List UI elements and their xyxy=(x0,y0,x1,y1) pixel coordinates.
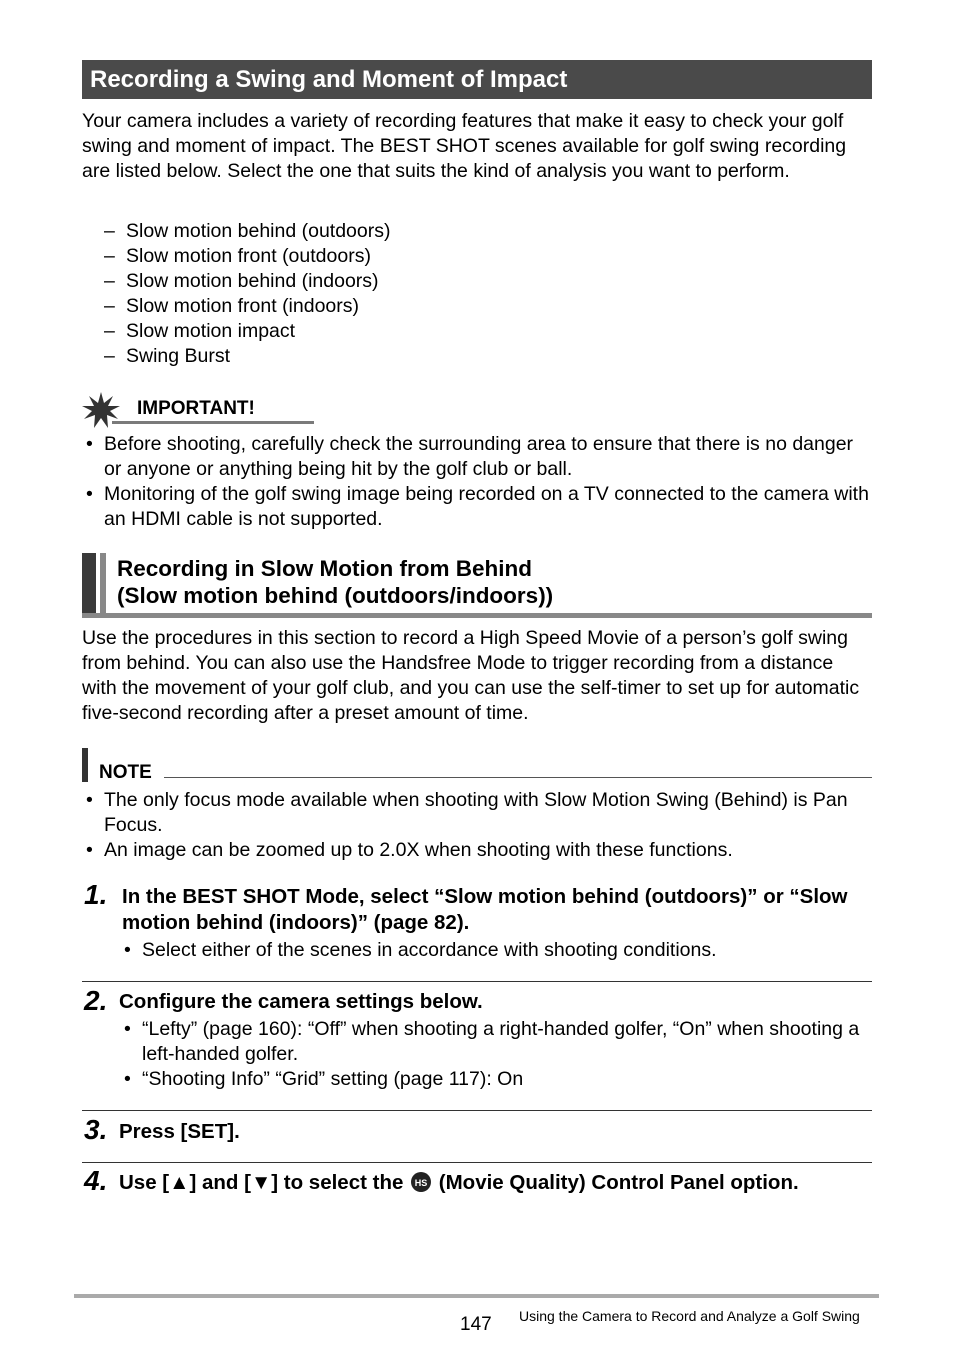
svg-text:HS: HS xyxy=(414,1178,428,1188)
heading-rule xyxy=(82,613,872,618)
list-item: – Slow motion front (indoors) xyxy=(104,295,360,317)
up-arrow-icon: ▲ xyxy=(169,1171,190,1194)
subsection-paragraph: Use the procedures in this section to record a High Speed Movie of a person’s golf swing from behind. You can also use the Handsfree Mode to trigger recording from a distance with the movement of your golf club, and you can use the self-timer to set up for automatic five-second recording after a preset amount of time. xyxy=(82,627,860,724)
subsection-title-line1: Recording in Slow Motion from Behind xyxy=(117,556,532,581)
note-label: NOTE xyxy=(99,762,152,783)
step-2-list xyxy=(120,1017,872,1092)
step-number: 3. xyxy=(84,1114,108,1145)
section-title: Recording a Swing and Moment of Impact xyxy=(82,60,872,99)
scene-list xyxy=(104,219,390,369)
list-item: – Slow motion front (outdoors) xyxy=(104,245,371,267)
note-rule xyxy=(164,777,872,778)
subsection-title-line2: (Slow motion behind (outdoors/indoors)) xyxy=(117,583,554,608)
important-label: IMPORTANT! xyxy=(137,398,255,419)
intro-paragraph: Your camera includes a variety of recording features that make it easy to check your golf swing and moment of impact. The BEST SHOT scenes available for golf swing recording are listed below. Select the one that suits the kind of analysis you want to perform. xyxy=(82,110,847,182)
list-item: – Slow motion behind (indoors) xyxy=(104,270,379,292)
step-number: 1. xyxy=(84,879,108,910)
list-item: • The only focus mode available when shooting with Slow Motion Swing (Behind) is Pan Focus. xyxy=(86,789,848,836)
list-item: • “Lefty” (page 160): “Off” when shooting a right-handed golfer, “On” when shooting a left-handed golfer. xyxy=(124,1018,860,1065)
important-list xyxy=(82,432,872,532)
note-heading xyxy=(82,748,872,784)
list-item: • Monitoring of the golf swing image being recorded on a TV connected to the camera with an HDMI cable is not supported. xyxy=(86,483,869,530)
note-bar xyxy=(82,748,88,782)
page-number: 147 xyxy=(460,1314,492,1335)
heading-bar xyxy=(100,553,106,613)
heading-bar xyxy=(82,553,96,613)
note-list xyxy=(82,788,872,863)
footer-rule xyxy=(74,1294,879,1298)
list-item: – Slow motion behind (outdoors) xyxy=(104,220,391,242)
important-heading xyxy=(82,392,292,426)
movie-quality-icon xyxy=(409,1171,433,1193)
step-separator xyxy=(82,1110,872,1111)
step-number: 4. xyxy=(84,1165,108,1196)
step-number: 2. xyxy=(84,985,108,1016)
list-item: – Swing Burst xyxy=(104,345,231,367)
list-item: • Before shooting, carefully check the surrounding area to ensure that there is no danger or anyone or anything being hit by the golf club or ball. xyxy=(86,433,854,480)
subsection-heading xyxy=(82,553,872,619)
important-underline xyxy=(112,421,314,424)
step-separator xyxy=(82,1162,872,1163)
step-text: Configure the camera settings below. xyxy=(119,990,483,1013)
footer-chapter-title: Using the Camera to Record and Analyze a Golf Swing xyxy=(519,1308,860,1324)
step-1-list xyxy=(120,938,872,963)
list-item: • “Shooting Info” “Grid” setting (page 117): On xyxy=(124,1068,524,1090)
step-text: In the BEST SHOT Mode, select “Slow motion behind (outdoors)” or “Slow motion behind (indoors)” (page 82). xyxy=(122,885,848,934)
list-item: • Select either of the scenes in accordance with shooting conditions. xyxy=(124,939,717,961)
step-text: Use [▲] and [▼] to select the HS (Movie Quality) Control Panel option. xyxy=(119,1171,799,1194)
step-separator xyxy=(82,981,872,982)
list-item: • An image can be zoomed up to 2.0X when shooting with these functions. xyxy=(86,839,733,861)
down-arrow-icon: ▼ xyxy=(250,1171,272,1194)
list-item: – Slow motion impact xyxy=(104,320,296,342)
step-text: Press [SET]. xyxy=(119,1120,240,1143)
